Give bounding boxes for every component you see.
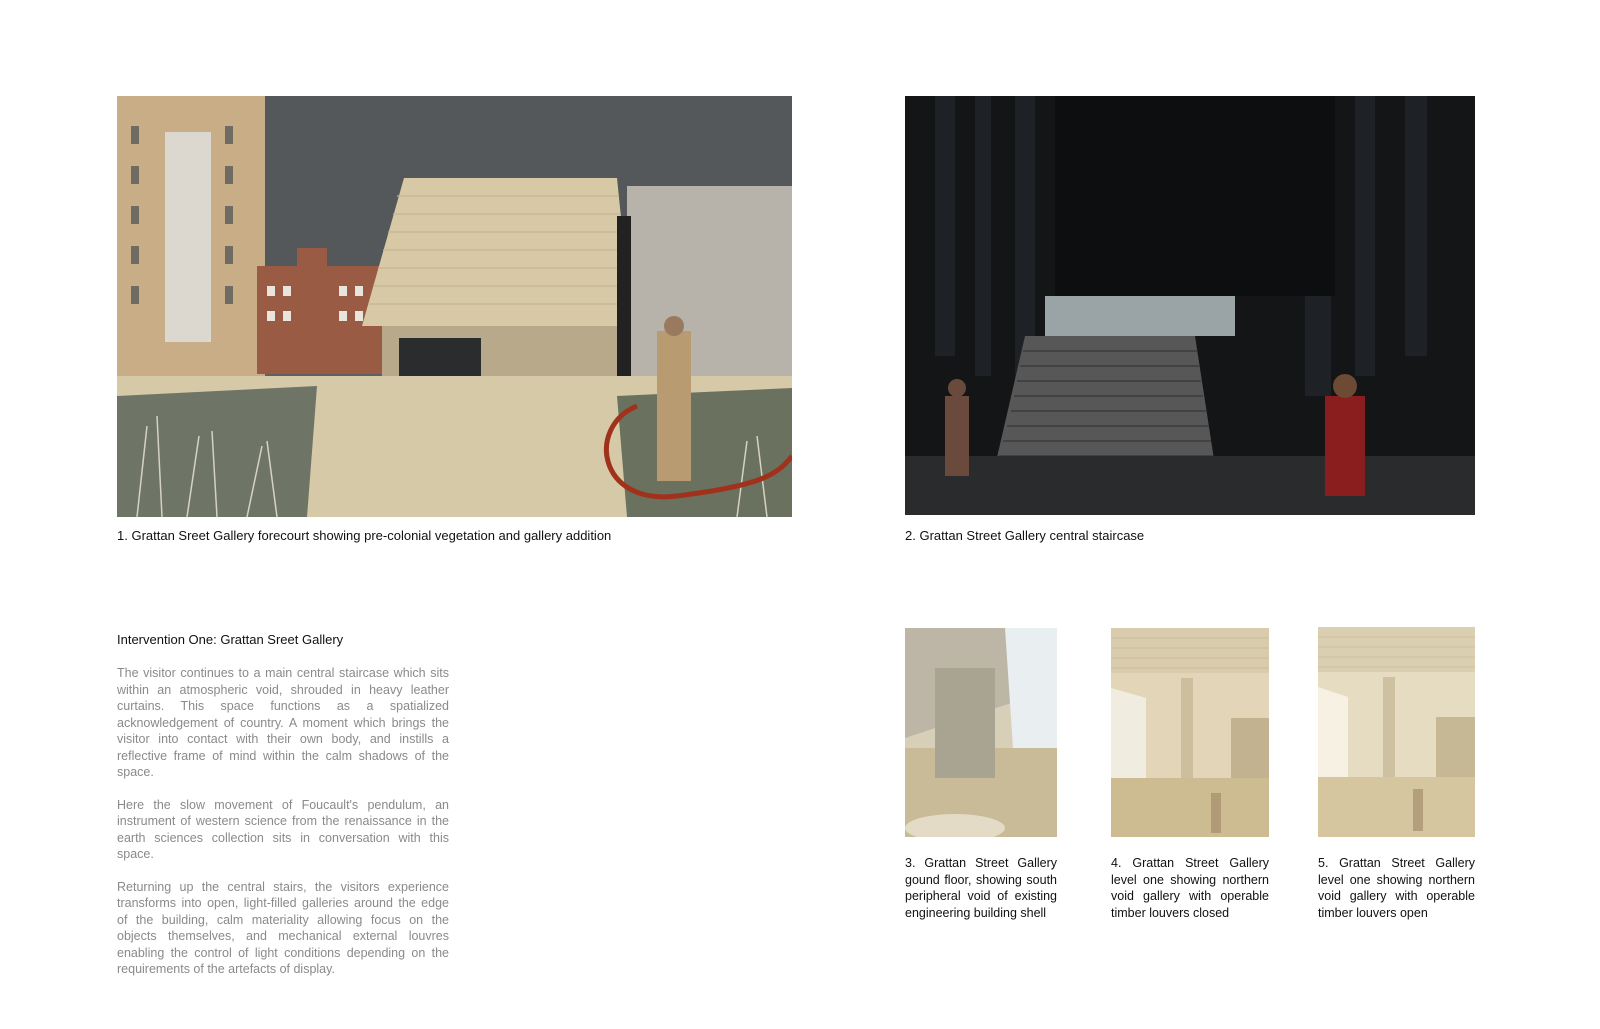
figure-4-caption: 4. Grattan Street Gallery level one showing northern void gallery with operable timber louvers closed xyxy=(1111,856,1269,920)
louvers-open-render xyxy=(1318,627,1475,837)
figure-1-caption: 1. Grattan Sreet Gallery forecourt showing pre-colonial vegetation and gallery addition xyxy=(117,528,612,543)
louvers-closed-render xyxy=(1111,628,1269,837)
figure-2-caption: 2. Grattan Street Gallery central staircase xyxy=(905,528,1145,543)
ground-floor-render xyxy=(905,628,1057,837)
figure-3-caption: 3. Grattan Street Gallery gound floor, showing south peripheral void of existing engineering building shell xyxy=(905,856,1057,920)
article-heading: Intervention One: Grattan Sreet Gallery xyxy=(117,632,344,647)
figure-5-caption: 5. Grattan Street Gallery level one showing northern void gallery with operable timber louvers open xyxy=(1318,856,1475,920)
staircase-render xyxy=(905,96,1475,515)
forecourt-render xyxy=(117,96,792,517)
article-paragraph: The visitor continues to a main central staircase which sits within an atmospheric void, shrouded in heavy leather curtains. This space functions as a spatialized acknowledgement of country. A moment which brings the visitor into contact with their own body, and instills a reflective frame of mind within the calm shadows of the space. xyxy=(117,666,449,779)
article-body xyxy=(117,665,449,994)
article-paragraph: Here the slow movement of Foucault's pendulum, an instrument of western science from the renaissance in the earth sciences collection sits in conversation with this space. xyxy=(117,797,449,861)
article-paragraph: Returning up the central stairs, the visitors experience transforms into open, light-filled galleries around the edge of the building, calm materiality allowing focus on the objects themselves, and mechanical external louvres enabling the control of light conditions depending on the requirements of the artefacts of display. xyxy=(117,879,449,976)
